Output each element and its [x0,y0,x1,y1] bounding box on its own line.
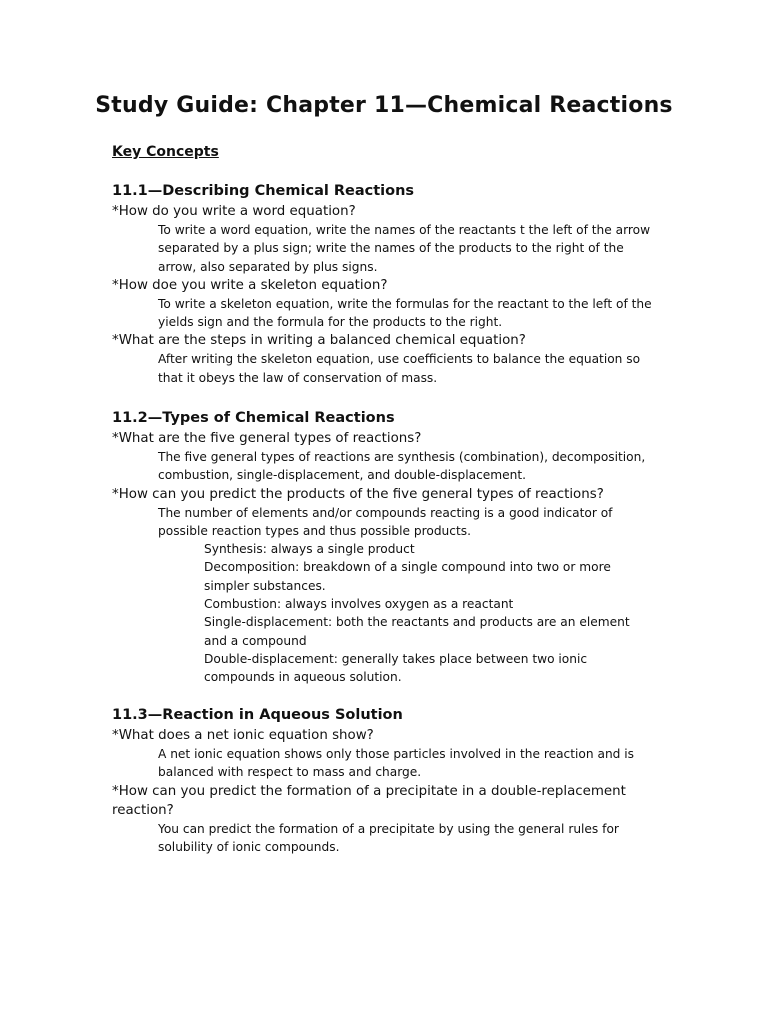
question: *How can you predict the products of the five general types of reactions? [112,486,604,502]
list-item: Double-displacement: generally takes place between two ionic compounds in aqueous solution. [204,651,588,685]
list-item: Decomposition: breakdown of a single compound into two or more simpler substances. [204,560,611,593]
section-11-2 [112,408,672,687]
answer: The five general types of reactions are synthesis (combination), decomposition, combustion, single-displacement, and double-displacement. [158,450,646,483]
question: *How do you write a word equation? [112,204,356,219]
key-concepts-heading: Key Concepts [112,144,219,160]
list-item: Synthesis: always a single product [204,542,415,557]
section-heading: 11.2—Types of Chemical Reactions [112,410,395,426]
question: *What are the five general types of reactions? [112,431,422,446]
list-item: Single-displacement: both the reactants and products are an element and a compound [204,615,630,648]
reaction-types-list [204,540,644,686]
question: *How can you predict the formation of a precipitate in a double-replacement reaction? [112,783,626,818]
answer: You can predict the formation of a precipitate by using the general rules for solubility of ionic compounds. [158,821,619,854]
answer: To write a word equation, write the names of the reactants t the left of the arrow separated by a plus sign; write the names of the products to the right of the arrow, also separated by plus signs. [158,223,651,274]
question: *What are the steps in writing a balanced chemical equation? [112,333,526,349]
answer: A net ionic equation shows only those particles involved in the reaction and is balanced with respect to mass and charge. [158,747,635,780]
list-item: Combustion: always involves oxygen as a reactant [204,597,514,612]
answer: To write a skeleton equation, write the formulas for the reactant to the left of the yields sign and the formula for the products to the right. [158,296,652,330]
answer: The number of elements and/or compounds reacting is a good indicator of possible reaction types and thus possible products. [158,505,613,538]
section-11-3 [112,705,672,856]
answer: After writing the skeleton equation, use coefficients to balance the equation so that it obeys the law of conservation of mass. [158,352,641,385]
section-heading: 11.1—Describing Chemical Reactions [112,183,415,199]
section-11-1 [112,181,672,387]
page-title: Study Guide: Chapter 11—Chemical Reactions [95,93,673,118]
question: *How doe you write a skeleton equation? [112,277,388,293]
section-heading: 11.3—Reaction in Aqueous Solution [112,707,403,723]
question: *What does a net ionic equation show? [112,728,374,743]
